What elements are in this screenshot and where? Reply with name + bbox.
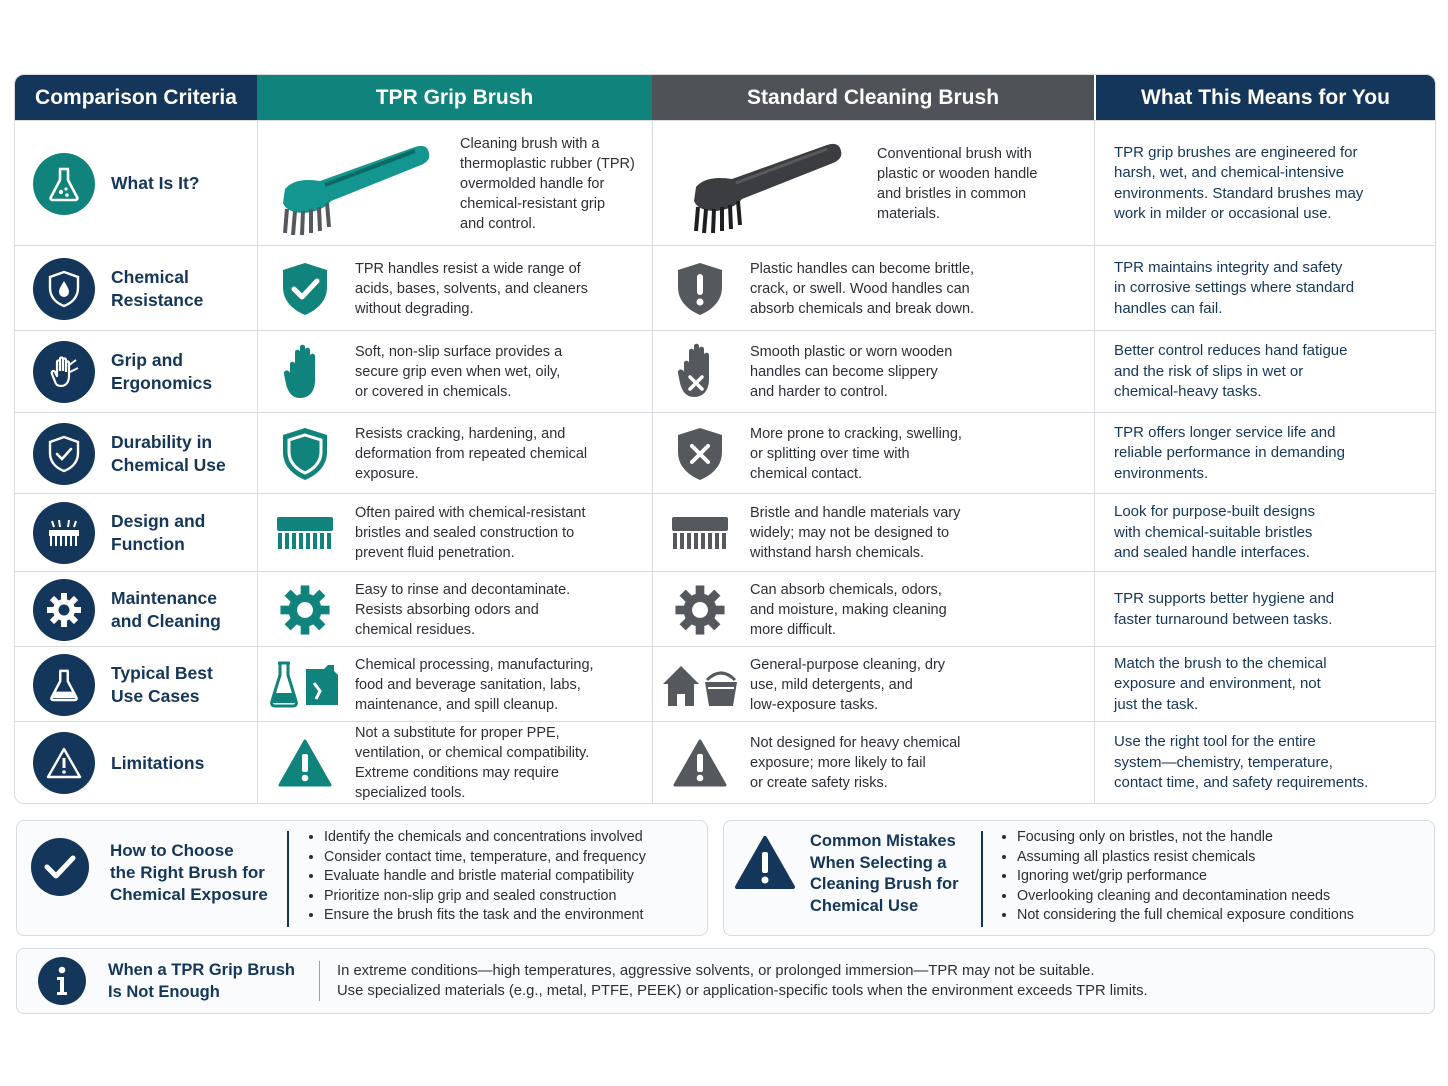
gear-icon bbox=[265, 584, 345, 636]
criterion-label: What Is It? bbox=[111, 173, 200, 193]
note-line: In extreme conditions—high temperatures, aggressive solvents, or prolonged immersion—TPR may not be suitable. bbox=[337, 963, 1095, 979]
list-item: • Prioritize non-slip grip and sealed construction bbox=[324, 887, 646, 907]
tpr-description: Often paired with chemical-resistant bristles and sealed construction to prevent fluid penetration. bbox=[355, 505, 586, 561]
criterion-label: Typical Best Use Cases bbox=[111, 662, 213, 706]
list-item: • Overlooking cleaning and decontamination needs bbox=[1017, 887, 1354, 907]
hand-icon bbox=[33, 341, 95, 403]
standard-description: Not designed for heavy chemical exposure; more likely to fail or create safety risks. bbox=[750, 735, 961, 791]
standard-description: More prone to cracking, swelling, or splitting over time with chemical contact. bbox=[750, 425, 962, 482]
meaning-text: TPR grip brushes are engineered for harsh, wet, and chemical-intensive environments. Standard brushes may work in milder or occasional use. bbox=[1114, 143, 1364, 222]
tpr-description: Easy to rinse and decontaminate. Resists absorbing odors and chemical residues. bbox=[355, 581, 571, 638]
note-line: Use specialized materials (e.g., metal, PTFE, PEEK) or application-specific tools when the environment exceeds TPR limits. bbox=[337, 982, 1148, 999]
table-row bbox=[15, 330, 1435, 413]
warning-icon bbox=[734, 835, 796, 896]
table-row bbox=[15, 245, 1435, 331]
standard-brush-image bbox=[652, 129, 867, 239]
note-title: When a TPR Grip Brush Is Not Enough bbox=[108, 961, 296, 1001]
warning-icon bbox=[33, 732, 95, 794]
criterion-label: Grip and Ergonomics bbox=[111, 350, 213, 393]
flask-icon bbox=[33, 654, 95, 716]
shield-drop-icon bbox=[33, 258, 95, 320]
standard-description: Can absorb chemicals, odors, and moisture, making cleaning more difficult. bbox=[750, 581, 947, 638]
header-criteria: Comparison Criteria bbox=[15, 75, 257, 120]
standard-description: Conventional brush with plastic or wooden handle and bristles in common materials. bbox=[877, 145, 1038, 222]
info-icon bbox=[38, 957, 86, 1005]
hand-x-icon bbox=[660, 341, 740, 403]
criterion-label: Chemical Resistance bbox=[111, 266, 204, 310]
brush-icon bbox=[265, 513, 345, 553]
table-row bbox=[15, 646, 1435, 722]
list-item: • Assuming all plastics resist chemicals bbox=[1017, 848, 1354, 868]
gear-icon bbox=[660, 584, 740, 636]
meaning-text: Use the right tool for the entire system—chemistry, temperature, contact time, and safety requirements. bbox=[1114, 733, 1369, 792]
how-to-choose-title: How to Choose the Right Brush for Chemical Exposure bbox=[110, 841, 268, 904]
brush-icon bbox=[660, 513, 740, 553]
list-item: • Focusing only on bristles, not the handle bbox=[1017, 828, 1354, 848]
shield-check-icon bbox=[265, 261, 345, 317]
lab-container-icon bbox=[265, 661, 345, 709]
how-to-choose-panel bbox=[16, 820, 708, 936]
list-item: • Consider contact time, temperature, and frequency bbox=[324, 848, 646, 868]
meaning-text: TPR maintains integrity and safety in corrosive settings where standard handles can fail. bbox=[1114, 258, 1355, 317]
tpr-description: Soft, non-slip surface provides a secure grip even when wet, oily, or covered in chemicals. bbox=[355, 344, 563, 400]
table-row bbox=[15, 571, 1435, 647]
criterion-label: Maintenance and Cleaning bbox=[111, 587, 221, 631]
meaning-text: Match the brush to the chemical exposure and environment, not just the task. bbox=[1114, 654, 1327, 713]
divider bbox=[319, 961, 320, 1001]
hand-icon bbox=[265, 342, 345, 402]
shield-check-icon bbox=[33, 423, 95, 485]
table-row bbox=[15, 493, 1435, 572]
shield-icon bbox=[265, 426, 345, 482]
warning-icon bbox=[265, 739, 345, 787]
divider bbox=[287, 831, 289, 927]
warning-icon bbox=[660, 739, 740, 787]
note-text bbox=[337, 962, 1148, 1001]
shield-x-icon bbox=[660, 426, 740, 482]
list-item: • Not considering the full chemical exposure conditions bbox=[1017, 906, 1354, 926]
tpr-limits-note bbox=[16, 948, 1435, 1014]
standard-description: Bristle and handle materials vary widely; may not be designed to withstand harsh chemicals. bbox=[750, 505, 961, 561]
common-mistakes-panel bbox=[723, 820, 1435, 936]
header-standard: Standard Cleaning Brush bbox=[652, 75, 1094, 120]
flask-icon bbox=[33, 153, 95, 215]
tpr-description: Chemical processing, manufacturing, food and beverage sanitation, labs, maintenance, and spill cleanup. bbox=[355, 656, 594, 713]
gear-icon bbox=[33, 579, 95, 641]
header-meaning: What This Means for You bbox=[1096, 75, 1435, 120]
meaning-text: TPR supports better hygiene and faster turnaround between tasks. bbox=[1114, 590, 1335, 628]
common-mistakes-list bbox=[999, 828, 1354, 926]
table-row bbox=[15, 120, 1435, 246]
criterion-label: Limitations bbox=[111, 752, 205, 773]
tpr-description: Cleaning brush with a thermoplastic rubber (TPR) overmolded handle for chemical-resistant grip and control. bbox=[460, 135, 635, 232]
home-bucket-icon bbox=[660, 662, 740, 708]
standard-description: Plastic handles can become brittle, crack, or swell. Wood handles can absorb chemicals and break down. bbox=[750, 260, 975, 317]
header-tpr: TPR Grip Brush bbox=[257, 75, 652, 120]
meaning-text: Better control reduces hand fatigue and the risk of slips in wet or chemical-heavy tasks. bbox=[1114, 342, 1348, 401]
list-item: • Ignoring wet/grip performance bbox=[1017, 867, 1354, 887]
checkmark-icon bbox=[31, 838, 89, 896]
brush-icon bbox=[33, 502, 95, 564]
common-mistakes-title: Common Mistakes When Selecting a Cleaning Brush for Chemical Use bbox=[810, 832, 959, 915]
standard-description: General-purpose cleaning, dry use, mild detergents, and low-exposure tasks. bbox=[750, 656, 946, 713]
table-row bbox=[15, 412, 1435, 494]
tpr-description: TPR handles resist a wide range of acids, bases, solvents, and cleaners without degrading. bbox=[355, 260, 588, 317]
meaning-text: TPR offers longer service life and reliable performance in demanding environments. bbox=[1114, 423, 1345, 482]
tpr-description: Resists cracking, hardening, and deformation from repeated chemical exposure. bbox=[355, 425, 588, 482]
list-item: • Ensure the brush fits the task and the environment bbox=[324, 906, 646, 926]
comparison-table bbox=[14, 74, 1436, 804]
tpr-brush-image bbox=[257, 129, 442, 239]
how-to-choose-list bbox=[306, 828, 646, 926]
tpr-description: Not a substitute for proper PPE, ventilation, or chemical compatibility. Extreme conditions may require specialized tools. bbox=[355, 725, 590, 801]
standard-description: Smooth plastic or worn wooden handles can become slippery and harder to control. bbox=[750, 344, 953, 400]
criterion-label: Durability in Chemical Use bbox=[111, 431, 226, 475]
criterion-label: Design and Function bbox=[111, 511, 206, 554]
shield-alert-icon bbox=[660, 261, 740, 317]
list-item: • Identify the chemicals and concentrations involved bbox=[324, 828, 646, 848]
table-row bbox=[15, 721, 1435, 804]
meaning-text: Look for purpose-built designs with chemical-suitable bristles and sealed handle interfaces. bbox=[1114, 503, 1315, 562]
list-item: • Evaluate handle and bristle material compatibility bbox=[324, 867, 646, 887]
divider bbox=[981, 831, 983, 927]
